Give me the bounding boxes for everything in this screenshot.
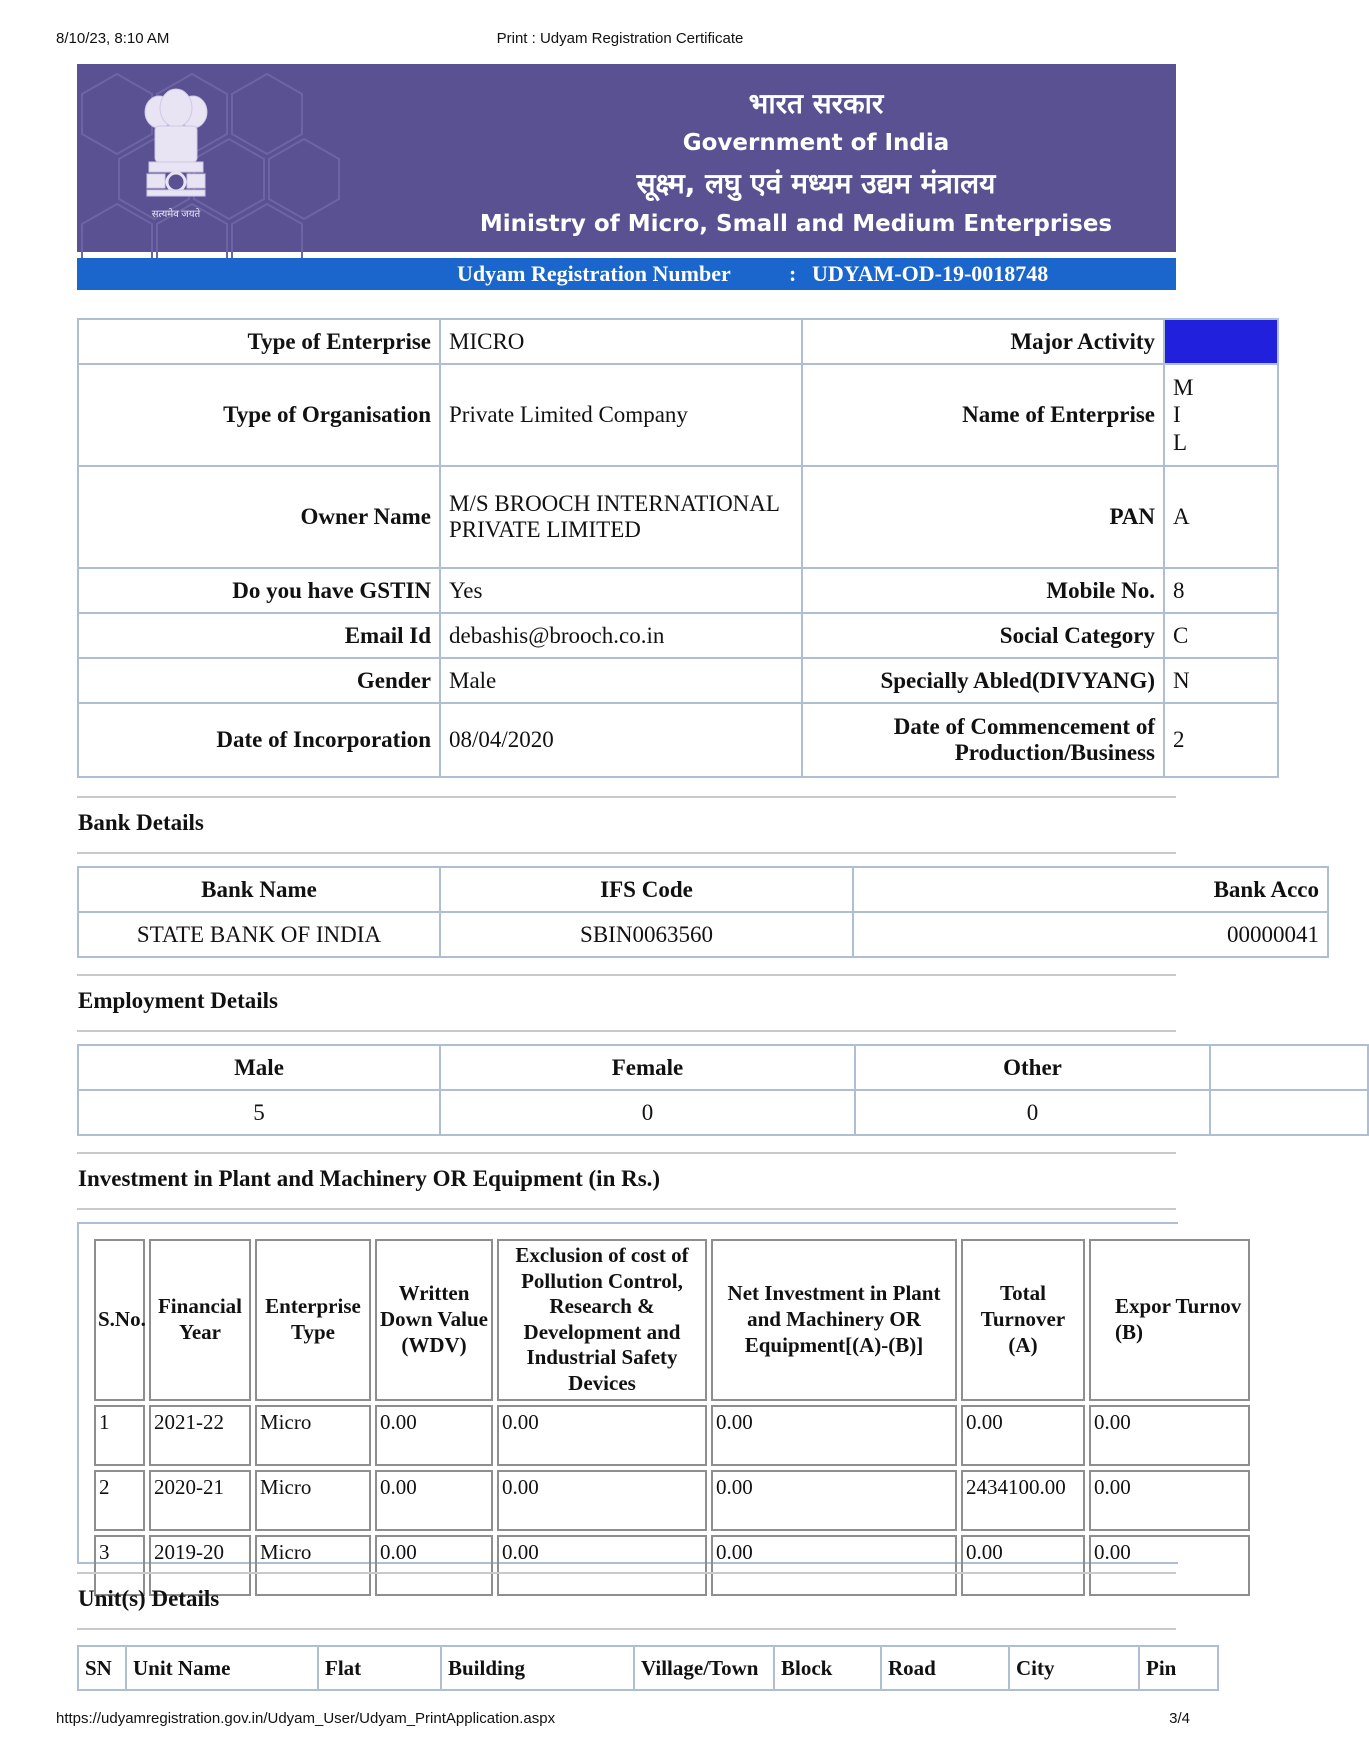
bank-name-header: Bank Name [78, 867, 440, 912]
unit-village-header: Village/Town [634, 1646, 774, 1690]
gstin-label: Do you have GSTIN [78, 568, 440, 613]
unit-city-header: City [1009, 1646, 1139, 1690]
date-of-incorporation-label: Date of Incorporation [78, 703, 440, 777]
table-row [78, 1090, 1368, 1135]
info-row [78, 703, 1278, 777]
type-of-enterprise-value: MICRO [440, 319, 802, 364]
employment-details-section [77, 1044, 1176, 1136]
units-section [77, 1645, 1176, 1693]
table-row [94, 1470, 1250, 1531]
print-page-number: 3/4 [1169, 1710, 1190, 1727]
other-count: 0 [855, 1090, 1210, 1135]
banner-ministry-name: Ministry of Micro, Small and Medium Enterprises [479, 211, 1113, 237]
wdv-header: Written Down Value (WDV) [375, 1239, 493, 1401]
sno-cell: 1 [94, 1405, 145, 1466]
table-header-row [78, 867, 1328, 912]
wdv-cell: 0.00 [375, 1470, 493, 1531]
table-header-row [94, 1239, 1250, 1401]
major-activity-value [1164, 319, 1278, 364]
social-category-label: Social Category [802, 613, 1164, 658]
financial-year-cell: 2020-21 [149, 1470, 251, 1531]
ministry-banner [77, 64, 1176, 252]
registration-number-strip [77, 258, 1176, 290]
divider [77, 974, 1176, 976]
gender-value: Male [440, 658, 802, 703]
owner-name-value: M/S BROOCH INTERNATIONAL PRIVATE LIMITED [440, 466, 802, 568]
exclusion-cost-cell: 0.00 [497, 1535, 707, 1596]
info-row [78, 613, 1278, 658]
divider [77, 1152, 1176, 1154]
divider [77, 852, 1176, 854]
export-turnover-header: Expor Turnov (B) [1089, 1239, 1250, 1401]
type-of-enterprise-label: Type of Enterprise [78, 319, 440, 364]
financial-year-cell: 2019-20 [149, 1535, 251, 1596]
male-header: Male [78, 1045, 440, 1090]
ifs-code-header: IFS Code [440, 867, 853, 912]
unit-name-header: Unit Name [126, 1646, 318, 1690]
email-value: debashis@brooch.co.in [440, 613, 802, 658]
banner-government-of-india: Government of India [682, 130, 950, 156]
export-turnover-cell: 0.00 [1089, 1470, 1250, 1531]
social-category-value: C [1164, 613, 1278, 658]
employment-details-table [77, 1044, 1369, 1136]
ifs-code-value: SBIN0063560 [440, 912, 853, 957]
total-turnover-cell: 0.00 [961, 1535, 1085, 1596]
financial-year-cell: 2021-22 [149, 1405, 251, 1466]
type-of-organisation-label: Type of Organisation [78, 364, 440, 466]
enterprise-info-table [77, 318, 1279, 778]
name-of-enterprise-value: M I L [1164, 364, 1278, 466]
registration-number-label: Udyam Registration Number [457, 261, 731, 286]
total-turnover-cell: 0.00 [961, 1405, 1085, 1466]
investment-table-wrap [90, 1235, 1242, 1564]
print-url: https://udyamregistration.gov.in/Udyam_User/Udyam_PrintApplication.aspx [56, 1710, 556, 1727]
female-count: 0 [440, 1090, 855, 1135]
divider [77, 796, 1176, 798]
owner-name-label: Owner Name [78, 466, 440, 568]
export-turnover-cell: 0.00 [1089, 1405, 1250, 1466]
net-investment-header: Net Investment in Plant and Machinery OR Equipment[(A)-(B)] [711, 1239, 957, 1401]
exclusion-cost-cell: 0.00 [497, 1405, 707, 1466]
exclusion-cost-header: Exclusion of cost of Pollution Control, Research & Development and Industrial Safety Devices [497, 1239, 707, 1401]
bank-account-header: Bank Acco [853, 867, 1328, 912]
table-header-row [78, 1646, 1218, 1690]
table-row [78, 912, 1328, 957]
sno-cell: 3 [94, 1535, 145, 1596]
enterprise-type-header: Enterprise Type [255, 1239, 371, 1401]
other-header: Other [855, 1045, 1210, 1090]
investment-details-title: Investment in Plant and Machinery OR Equipment (in Rs.) [78, 1166, 661, 1191]
print-date: 8/10/23, 8:10 AM [56, 30, 170, 47]
info-row [78, 364, 1278, 466]
bank-name-value: STATE BANK OF INDIA [78, 912, 440, 957]
export-turnover-cell: 0.00 [1089, 1535, 1250, 1596]
type-of-organisation-value: Private Limited Company [440, 364, 802, 466]
male-count: 5 [78, 1090, 440, 1135]
total-turnover-header: Total Turnover (A) [961, 1239, 1085, 1401]
info-row [78, 568, 1278, 613]
enterprise-type-cell: Micro [255, 1405, 371, 1466]
table-header-row [78, 1045, 1368, 1090]
info-row [78, 319, 1278, 364]
registration-number-value: UDYAM-OD-19-0018748 [812, 261, 1049, 286]
enterprise-info-section [77, 318, 1194, 780]
info-row [78, 466, 1278, 568]
divider [77, 1572, 1176, 1574]
divider [77, 1208, 1176, 1210]
major-activity-label: Major Activity [802, 319, 1164, 364]
net-investment-cell: 0.00 [711, 1405, 957, 1466]
unit-flat-header: Flat [318, 1646, 441, 1690]
gstin-value: Yes [440, 568, 802, 613]
date-of-commencement-value: 2 [1164, 703, 1278, 777]
table-row [94, 1405, 1250, 1466]
pan-label: PAN [802, 466, 1164, 568]
banner-hindi-government: भारत सरकार [748, 87, 884, 120]
date-of-commencement-label: Date of Commencement of Production/Business [802, 703, 1164, 777]
employment-details-title: Employment Details [78, 988, 278, 1013]
name-of-enterprise-label: Name of Enterprise [802, 364, 1164, 466]
divyang-value: N [1164, 658, 1278, 703]
mobile-value: 8 [1164, 568, 1278, 613]
table-row [94, 1535, 1250, 1596]
units-table [77, 1645, 1219, 1691]
total-count-cut [1210, 1090, 1368, 1135]
pan-value: A [1164, 466, 1278, 568]
print-title: Print : Udyam Registration Certificate [496, 30, 744, 47]
emblem-motto: सत्यमेव जयते [151, 209, 201, 220]
registration-separator: : [789, 261, 797, 286]
net-investment-cell: 0.00 [711, 1535, 957, 1596]
unit-building-header: Building [441, 1646, 634, 1690]
unit-pin-header: Pin [1139, 1646, 1218, 1690]
unit-block-header: Block [774, 1646, 881, 1690]
unit-sn-header: SN [78, 1646, 126, 1690]
female-header: Female [440, 1045, 855, 1090]
enterprise-type-cell: Micro [255, 1535, 371, 1596]
unit-road-header: Road [881, 1646, 1009, 1690]
mobile-label: Mobile No. [802, 568, 1164, 613]
gender-label: Gender [78, 658, 440, 703]
divider [77, 1030, 1176, 1032]
ashoka-emblem-icon [137, 84, 215, 214]
bank-account-value: 00000041 [853, 912, 1328, 957]
email-label: Email Id [78, 613, 440, 658]
info-row [78, 658, 1278, 703]
investment-section [77, 1222, 1242, 1564]
investment-table [90, 1235, 1254, 1600]
enterprise-type-cell: Micro [255, 1470, 371, 1531]
sno-cell: 2 [94, 1470, 145, 1531]
bank-details-title: Bank Details [78, 810, 204, 835]
net-investment-cell: 0.00 [711, 1470, 957, 1531]
divider [77, 1628, 1176, 1630]
total-turnover-cell: 2434100.00 [961, 1470, 1085, 1531]
bank-details-table [77, 866, 1329, 958]
wdv-cell: 0.00 [375, 1535, 493, 1596]
date-of-incorporation-value: 08/04/2020 [440, 703, 802, 777]
bank-details-section [77, 866, 1319, 958]
total-header-cut [1210, 1045, 1368, 1090]
units-details-title: Unit(s) Details [78, 1586, 220, 1611]
financial-year-header: Financial Year [149, 1239, 251, 1401]
exclusion-cost-cell: 0.00 [497, 1470, 707, 1531]
sno-header: S.No. [94, 1239, 145, 1401]
wdv-cell: 0.00 [375, 1405, 493, 1466]
banner-hindi-ministry: सूक्ष्म, लघु एवं मध्यम उद्यम मंत्रालय [636, 167, 996, 200]
divyang-label: Specially Abled(DIVYANG) [802, 658, 1164, 703]
